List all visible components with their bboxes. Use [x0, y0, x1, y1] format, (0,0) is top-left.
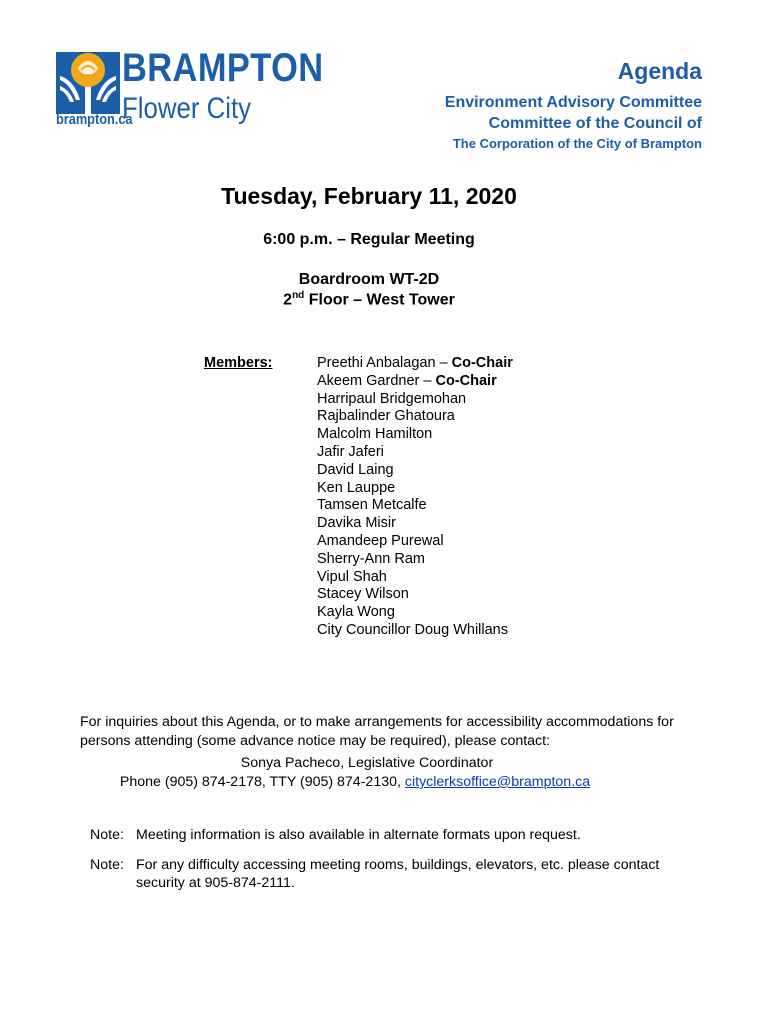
meeting-date: Tuesday, February 11, 2020	[221, 183, 517, 209]
floor-rest: Floor – West Tower	[304, 291, 455, 309]
member-item: Rajbalinder Ghatoura	[317, 408, 455, 425]
member-item: Amandeep Purewal	[317, 532, 444, 549]
email-link[interactable]: cityclerksoffice@brampton.ca	[404, 774, 591, 790]
note-text: Meeting information is also available in alternate formats upon request.	[136, 827, 581, 843]
member-item: Sherry-Ann Ram	[317, 550, 425, 567]
logo-tagline: Flower City	[122, 92, 252, 125]
note-label: Note:	[90, 857, 124, 873]
members-list	[317, 355, 513, 640]
meeting-time-type: 6:00 p.m. – Regular Meeting	[263, 231, 475, 248]
logo-name: BRAMPTON	[122, 46, 324, 90]
member-item: Vipul Shah	[317, 568, 387, 585]
corporation-name: The Corporation of the City of Brampton	[452, 136, 702, 151]
members-label: Members:	[204, 355, 273, 371]
note-text: For any difficulty accessing meeting rooms, buildings, elevators, etc. please contact security at 905-874-2111.	[136, 857, 660, 891]
committee-name: Environment Advisory Committee	[444, 94, 702, 111]
contact-phone: Phone (905) 874-2178, TTY (905) 874-2130, cityclerksoffice@brampton.ca	[119, 774, 591, 790]
meeting-floor	[0, 290, 754, 309]
member-item: Tamsen Metcalfe	[317, 497, 427, 514]
member-item: Kayla Wong	[317, 604, 395, 621]
committee-of-council: Committee of the Council of	[488, 115, 702, 132]
logo-url: brampton.ca	[56, 111, 133, 128]
member-item: City Councillor Doug Whillans	[317, 621, 508, 638]
member-item: Malcolm Hamilton	[317, 426, 433, 443]
meeting-room: Boardroom WT-2D	[298, 271, 440, 288]
member-item: Harripaul Bridgemohan	[317, 390, 467, 407]
contact-name: Sonya Pacheco, Legislative Coordinator	[240, 755, 494, 771]
member-item: Akeem Gardner – Co-Chair	[317, 372, 497, 389]
floor-number: 2	[283, 291, 293, 309]
member-item: Davika Misir	[317, 515, 396, 532]
member-item: David Laing	[317, 461, 394, 478]
member-item: Jafir Jaferi	[317, 443, 384, 460]
member-item: Stacey Wilson	[317, 586, 409, 603]
floor-suffix: nd	[292, 290, 305, 301]
brampton-logo	[56, 46, 326, 138]
inquiry-text: For inquiries about this Agenda, or to make arrangements for accessibility accommodations for persons attending (some advance notice may be required), please contact:	[80, 714, 674, 749]
flower-city-logo-icon	[56, 46, 120, 116]
member-item: Ken Lauppe	[317, 479, 396, 496]
member-item: Preethi Anbalagan – Co-Chair	[317, 355, 513, 371]
agenda-title: Agenda	[617, 58, 702, 84]
note-label: Note:	[90, 827, 124, 843]
